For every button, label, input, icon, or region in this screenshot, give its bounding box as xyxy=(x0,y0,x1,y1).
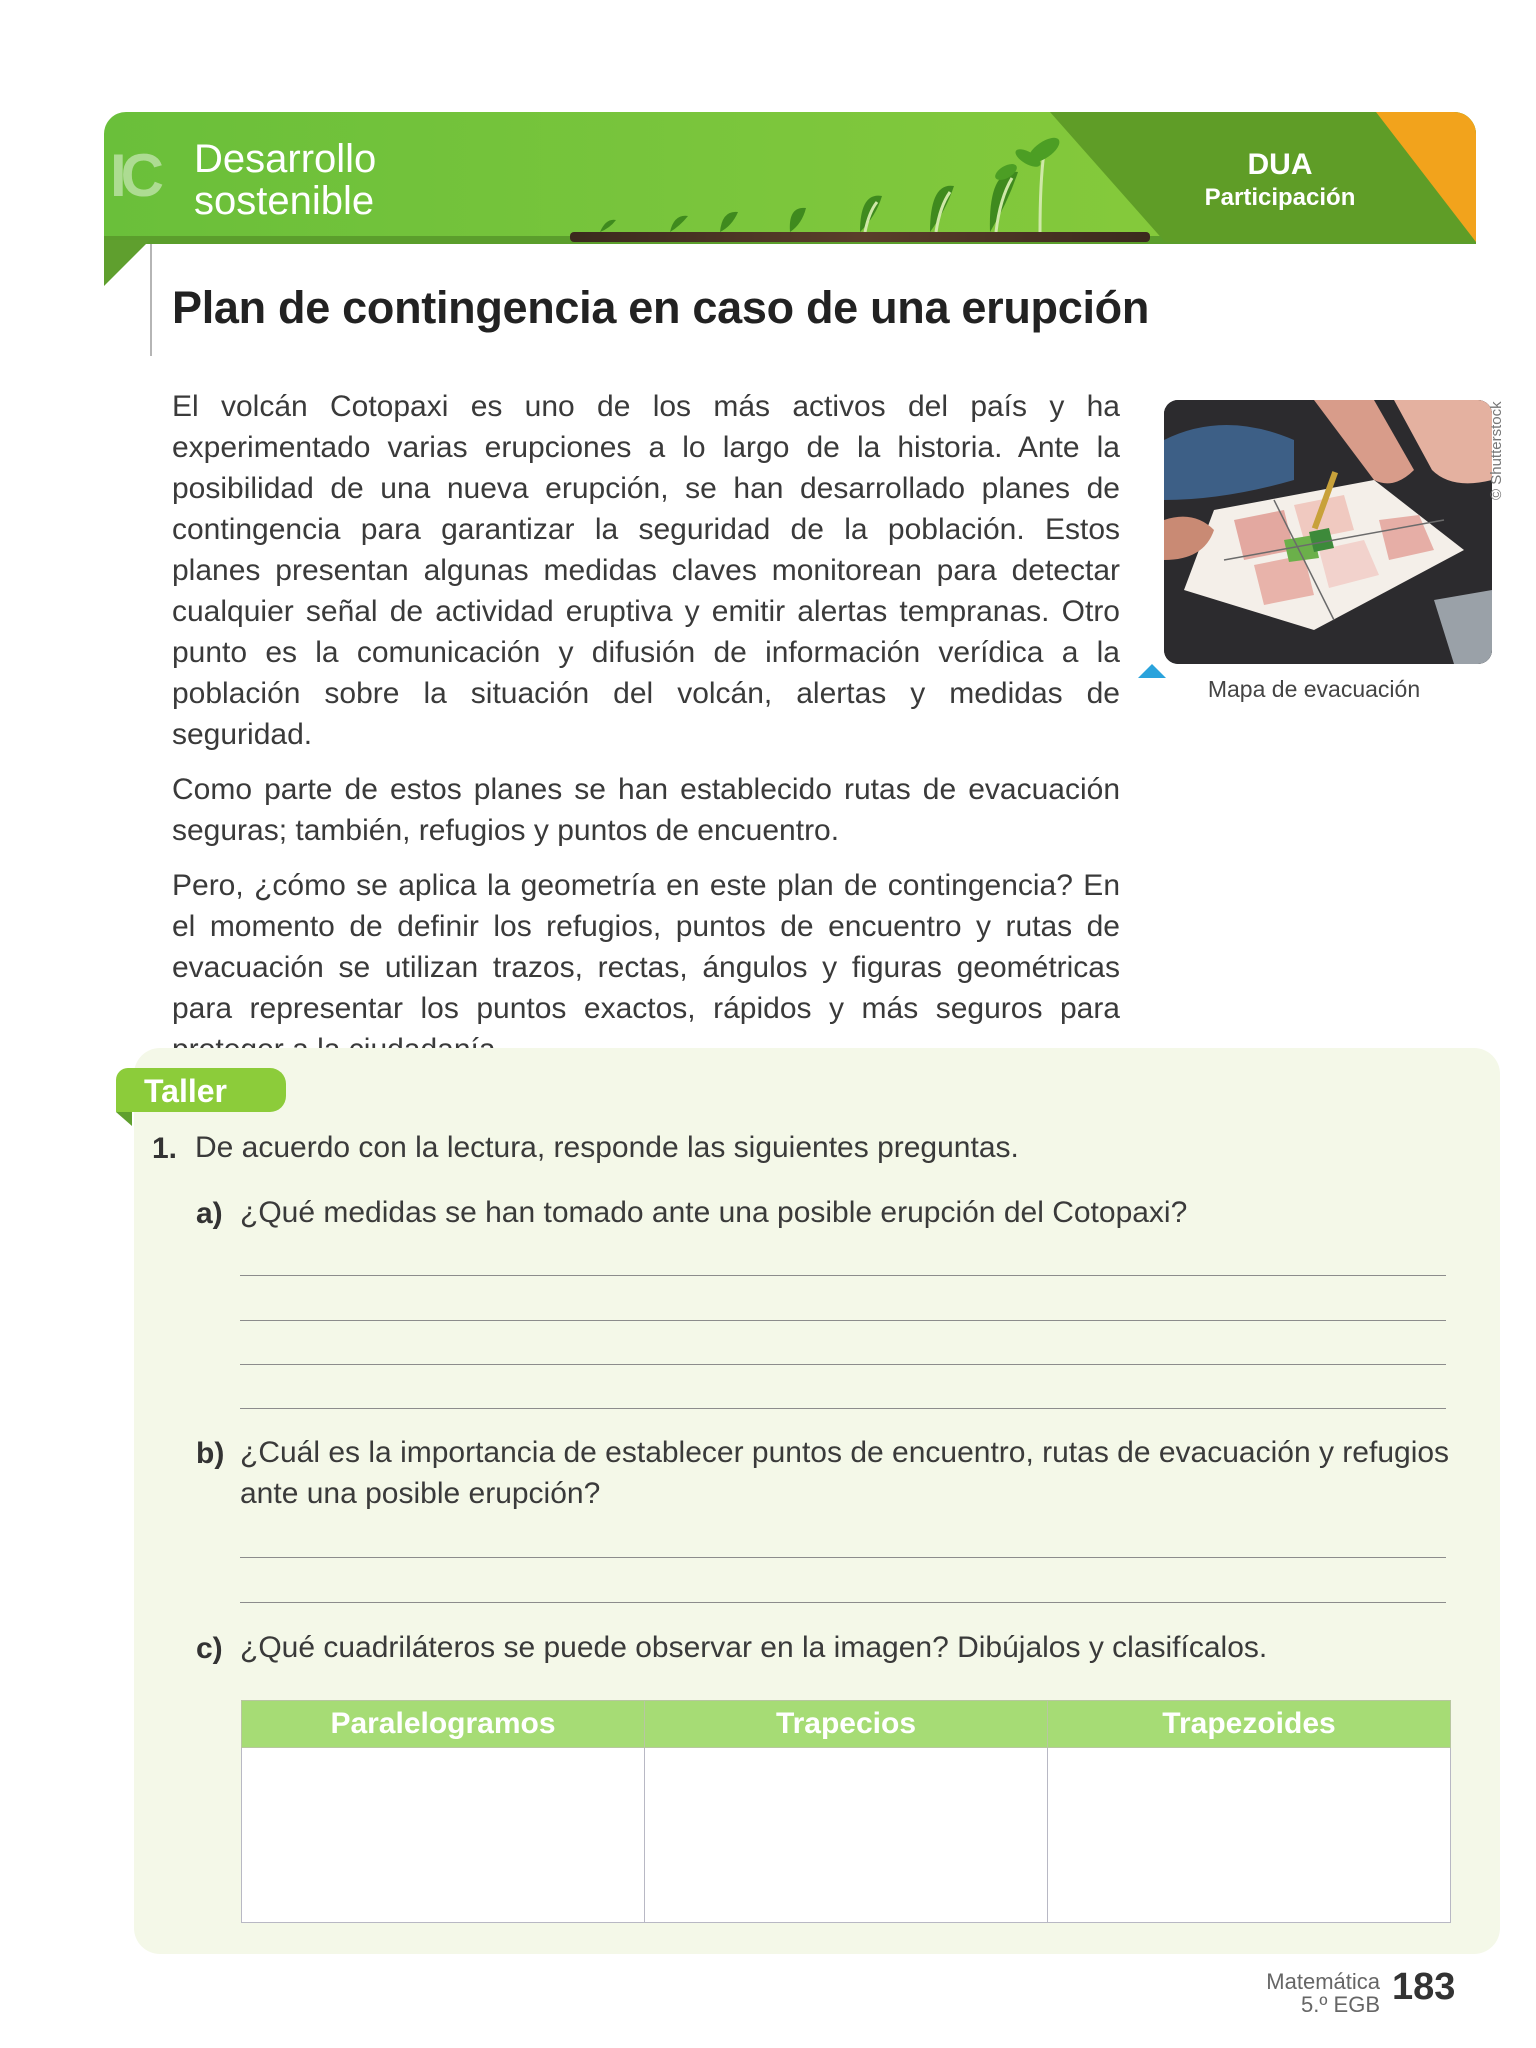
ic-logo-icon: IC xyxy=(110,142,158,209)
soil-strip xyxy=(570,232,1150,242)
answer-line-a-4[interactable] xyxy=(240,1408,1446,1409)
question-a-text: ¿Qué medidas se han tomado ante una posible erupción del Cotopaxi? xyxy=(240,1196,1188,1229)
footer-grade: 5.º EGB xyxy=(1301,1992,1380,2017)
answer-line-a-1[interactable] xyxy=(240,1275,1446,1276)
taller-tab-fold xyxy=(116,1112,132,1126)
page-title: Plan de contingencia en caso de una erupción xyxy=(172,282,1150,333)
section-title-line2: sostenible xyxy=(194,179,375,223)
header-trapezoides: Trapezoides xyxy=(1048,1701,1451,1748)
banner-fold-corner xyxy=(104,240,150,286)
title-rule xyxy=(150,244,152,356)
answer-line-b-1[interactable] xyxy=(240,1557,1446,1558)
paragraph-1: El volcán Cotopaxi es uno de los más activos del país y ha experimentado varias erupciones a lo largo de la historia. Ante la posibilidad de una nueva erupción, se han desarrollado planes de contingencia para garantizar la seguridad de la población. Estos planes presentan algunas medidas claves monitorean para detectar cualquier señal de actividad eruptiva y emitir alertas tempranas. Otro punto es la comunicación y difusión de información verídica a la población sobre la situación del volcán, alertas y medidas de seguridad. xyxy=(172,390,1120,751)
quadrilaterals-table xyxy=(241,1700,1451,1923)
question-b-letter: b) xyxy=(196,1437,225,1470)
dua-label: DUA xyxy=(1247,148,1313,181)
footer-subject: Matemática xyxy=(1266,1969,1380,1994)
header-paralelogramos: Paralelogramos xyxy=(242,1701,645,1748)
question-1-text: De acuerdo con la lectura, responde las siguientes preguntas. xyxy=(195,1131,1019,1164)
page-number: 183 xyxy=(1392,1966,1456,2008)
cell-trapezoides[interactable] xyxy=(1048,1748,1451,1923)
taller-label: Taller xyxy=(116,1068,286,1112)
question-c-letter: c) xyxy=(196,1632,223,1665)
question-1-number: 1. xyxy=(152,1132,178,1165)
dua-participation-label: Participación xyxy=(1204,184,1356,211)
sprouts-illustration xyxy=(560,120,1080,242)
question-b-text-line1: ¿Cuál es la importancia de establecer puntos de encuentro, rutas de evacuación y refugios xyxy=(240,1436,1450,1469)
question-a-letter: a) xyxy=(196,1197,223,1230)
cell-paralelogramos[interactable] xyxy=(242,1748,645,1923)
answer-line-b-2[interactable] xyxy=(240,1602,1446,1603)
photo-credit: © Shutterstock xyxy=(1488,401,1505,500)
paragraph-2: Como parte de estos planes se han establecido rutas de evacuación seguras; también, refugios y puntos de encuentro. xyxy=(172,773,1120,847)
answer-line-a-2[interactable] xyxy=(240,1320,1446,1321)
photo-caption: Mapa de evacuación xyxy=(1207,676,1421,702)
header-trapecios: Trapecios xyxy=(645,1701,1048,1748)
section-title xyxy=(194,138,376,222)
answer-line-a-3[interactable] xyxy=(240,1364,1446,1365)
question-b-text-line2: ante una posible erupción? xyxy=(240,1477,601,1510)
section-title-line1: Desarrollo xyxy=(194,137,377,181)
paragraph-3: Pero, ¿cómo se aplica la geometría en este plan de contingencia? En el momento de definir los refugios, puntos de encuentro y rutas de evacuación se utilizan trazos, rectas, ángulos y figuras geométricas para representar los puntos exactos, rápidos y más seguros para xyxy=(172,869,1120,1025)
evacuation-map-illustration xyxy=(1164,400,1492,664)
reading-text xyxy=(172,386,1120,1084)
photo-pointer-icon xyxy=(1138,664,1166,678)
cell-trapecios[interactable] xyxy=(645,1748,1048,1923)
question-c-text: ¿Qué cuadriláteros se puede observar en la imagen? Dibújalos y clasifícalos. xyxy=(240,1631,1268,1664)
evacuation-map-photo xyxy=(1164,400,1492,664)
